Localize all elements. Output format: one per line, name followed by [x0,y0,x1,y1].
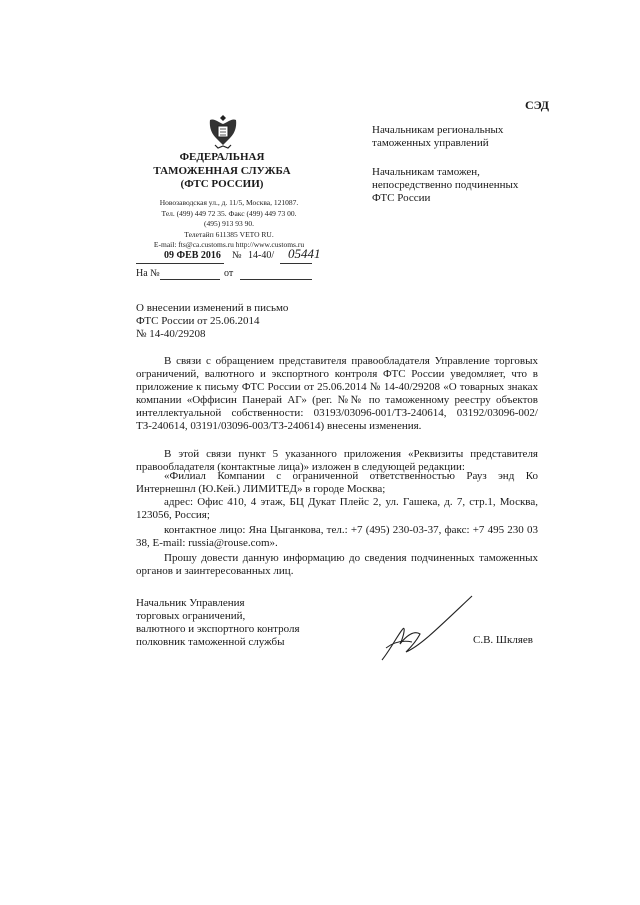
addressee-block-regional: Начальникам региональных таможенных управлений [372,124,504,149]
signer-title: Начальник Управления торговых ограничений, валютного и экспортного контроля полковник таможенной службы [136,597,300,648]
reference-line [136,268,312,282]
organization-name: ФЕДЕРАЛЬНАЯ ТАМОЖЕННАЯ СЛУЖБА [153,151,291,177]
addressee-block-customs: Начальникам таможен, непосредственно подчиненных ФТС России [372,166,519,204]
organization-abbr: (ФТС РОССИИ) [180,178,264,190]
body-paragraph: В связи с обращением представителя правообладателя Управление торговых ограничений, валютного и экспортного контроля ФТС России уведомляет, что в приложение к письму ФТС России от 25.06.2014 № 14-40/29208 «О товарных знаках компании «Оффисин Панерай АГ» (рег. №№ по таможенному реестру объектов интеллектуальной собственности: 03193/03096-001/ТЗ-240614, 03192/03096-002/ТЗ-240614, 03191/03096-003/ТЗ-240614) внесены изменения. [136,355,538,432]
body-paragraph: адрес: Офис 410, 4 этаж, БЦ Дукат Плейс 2, ул. Гашека, д. 7, стр.1, Москва, 123056, Россия; [136,496,538,521]
organization-contacts: Новозаводская ул., д. 11/5, Москва, 121087. Тел. (499) 449 72 35. Факс (499) 449 73 00. (495) 913 93 90. Телетайп 611385 VETO RU. E-mail: fts@ca.customs.ru http://www.customs.ru [153,198,305,249]
letter-subject: О внесении изменений в письмо ФТС России от 25.06.2014 № 14-40/29208 [136,302,289,340]
body-paragraph: В этой связи пункт 5 указанного приложения «Реквизиты представителя правообладателя (контактные лица)» изложен в следующей редакции: [136,448,538,473]
registration-number: 14-40/ [248,250,275,261]
body-paragraph: «Филиал Компании с ограниченной ответственностью Рауз энд Ко Интернешнл (Ю.Кей.) ЛИМИТЕД» в городе Москва; [136,470,538,495]
russian-coat-of-arms-icon [206,112,240,150]
signer-name: С.В. Шкляев [473,634,533,646]
body-paragraph: Прошу довести данную информацию до сведения подчиненных таможенных органов и заинтересованных лиц. [136,552,538,577]
body-paragraph: контактное лицо: Яна Цыганкова, тел.: +7 (495) 230-03-37, факс: +7 495 230 03 38, E-mail: russia@rouse.com». [136,524,538,549]
registration-number-handwritten: 05441 [288,246,321,261]
registration-number-label: № [232,250,242,261]
reference-label: На № [136,268,160,279]
registration-line [136,246,321,266]
handwritten-signature [376,590,476,666]
registration-date: 09 ФЕВ 2016 [164,250,221,261]
reference-from-label: от [224,268,234,279]
doc-system-mark: СЭД [525,98,550,112]
